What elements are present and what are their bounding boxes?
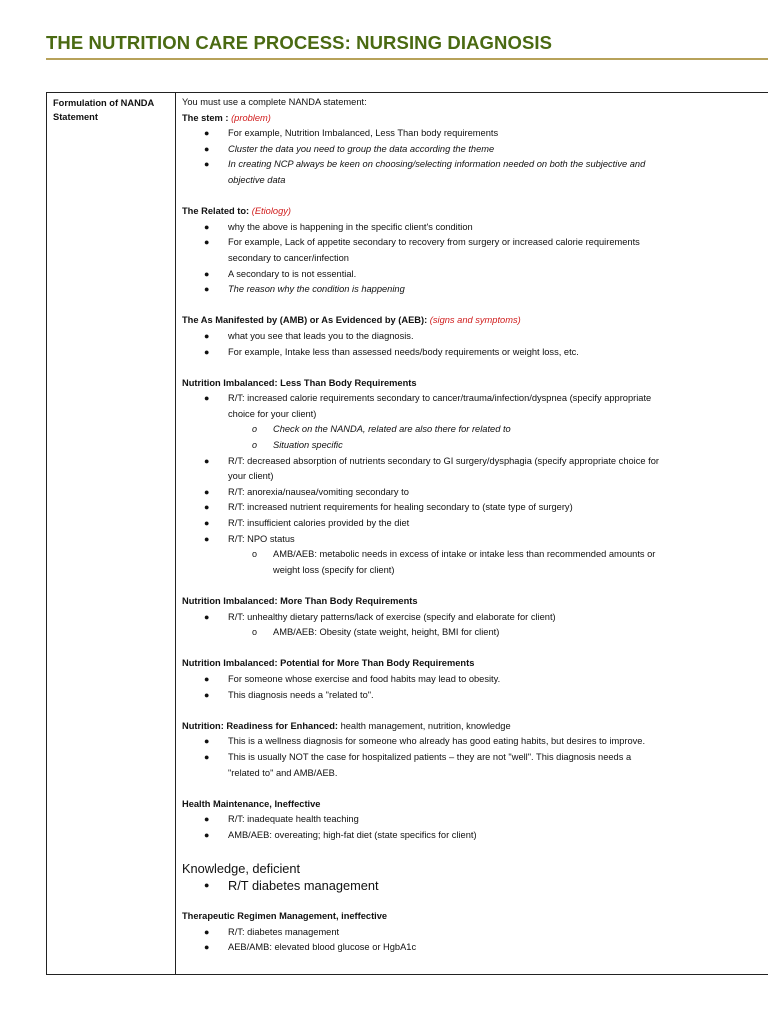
related-list	[182, 220, 762, 298]
bullet-icon: ●	[204, 533, 210, 544]
list-item-text: Check on the NANDA, related are also there for related to	[273, 424, 511, 435]
bullet-icon: ●	[204, 926, 210, 937]
health-list	[182, 812, 762, 843]
therapeutic-list	[182, 925, 762, 956]
list-item	[182, 750, 762, 766]
list-item-text: why the above is happening in the specific client's condition	[228, 221, 473, 232]
list-item	[182, 391, 762, 407]
page-title: THE NUTRITION CARE PROCESS: NURSING DIAGNOSIS	[46, 32, 553, 53]
list-item	[182, 142, 762, 158]
bullet-icon: ●	[204, 128, 210, 139]
less-than-list	[182, 391, 762, 578]
list-item	[182, 734, 762, 750]
row-label-line: Formulation of NANDA	[53, 98, 155, 108]
list-item-text: "related to" and AMB/AEB.	[228, 767, 338, 778]
section-heading-health: Health Maintenance, Ineffective	[182, 798, 321, 809]
list-item-text: For someone whose exercise and food habits may lead to obesity.	[228, 673, 501, 684]
section-heading-readiness	[182, 719, 762, 735]
list-item	[182, 925, 762, 941]
list-item	[182, 877, 762, 894]
list-item	[182, 516, 762, 532]
list-item	[182, 126, 762, 142]
title-divider	[46, 58, 768, 60]
circle-bullet-icon: o	[252, 549, 258, 560]
list-item	[182, 282, 762, 298]
list-item	[182, 688, 762, 704]
list-item	[182, 500, 762, 516]
list-item	[182, 532, 762, 548]
heading-text: Nutrition: Readiness for Enhanced:	[182, 720, 338, 731]
list-item-text: R/T: diabetes management	[228, 926, 340, 937]
list-item-text: AEB/AMB: elevated blood glucose or HgbA1c	[228, 942, 417, 953]
diagnosis-table	[46, 92, 768, 975]
knowledge-list	[182, 877, 762, 894]
list-item-text: Cluster the data you need to group the data according the theme	[228, 143, 495, 154]
bullet-icon: ●	[204, 518, 210, 529]
bullet-icon: ●	[204, 486, 210, 497]
sub-list-item-continuation	[182, 563, 762, 579]
list-item-continuation	[182, 766, 762, 782]
list-item-continuation	[182, 407, 762, 423]
bullet-icon: ●	[204, 346, 210, 357]
heading-text: The stem :	[182, 112, 232, 123]
list-item	[182, 345, 762, 361]
row-label	[53, 96, 171, 124]
heading-tag: (Etiology)	[251, 206, 292, 217]
section-heading-potential: Nutrition Imbalanced: Potential for More Than Body Requirements	[182, 658, 475, 669]
bullet-icon: ●	[204, 455, 210, 466]
readiness-list	[182, 734, 762, 781]
list-item-continuation	[182, 251, 762, 267]
bullet-icon: ●	[204, 751, 210, 762]
list-item	[182, 610, 762, 626]
heading-tag: (signs and symptoms)	[429, 315, 521, 326]
list-item-text: objective data	[228, 174, 286, 185]
bullet-icon: ●	[204, 736, 210, 747]
list-item	[182, 235, 762, 251]
list-item-text: R/T: anorexia/nausea/vomiting secondary to	[228, 486, 409, 497]
sub-list-item	[182, 438, 762, 454]
aeb-list	[182, 329, 762, 360]
bullet-icon: ●	[204, 268, 210, 279]
list-item	[182, 672, 762, 688]
list-item	[182, 220, 762, 236]
list-item-text: AMB/AEB: metabolic needs in excess of intake or intake less than recommended amounts or	[273, 549, 656, 560]
circle-bullet-icon: o	[252, 424, 258, 435]
list-item-continuation	[182, 469, 762, 485]
list-item	[182, 329, 762, 345]
potential-list	[182, 672, 762, 703]
row-content	[182, 95, 762, 956]
list-item-text: For example, Nutrition Imbalanced, Less Than body requirements	[228, 128, 499, 139]
list-item-text: R/T: inadequate health teaching	[228, 814, 359, 825]
list-item-text: Situation specific	[273, 440, 343, 451]
list-item-text: choice for your client)	[228, 408, 317, 419]
list-item-text: AMB/AEB: Obesity (state weight, height, BMI for client)	[273, 627, 500, 638]
list-item-text: The reason why the condition is happening	[228, 284, 405, 295]
list-item-text: secondary to cancer/infection	[228, 252, 349, 263]
list-item	[182, 157, 762, 173]
bullet-icon: ●	[204, 502, 210, 513]
list-item-text: R/T: decreased absorption of nutrients secondary to GI surgery/dysphagia (specify appropriate choice for	[228, 455, 659, 466]
heading-text: The Related to:	[182, 206, 252, 217]
intro-text: You must use a complete NANDA statement:	[182, 97, 367, 107]
stem-list	[182, 126, 762, 188]
list-item-text: This diagnosis needs a "related to".	[228, 689, 374, 700]
list-item-text: A secondary to is not essential.	[228, 268, 357, 279]
heading-text: The As Manifested by (AMB) or As Evidenced by (AEB):	[182, 315, 430, 326]
section-heading-stem	[182, 111, 762, 127]
sub-list-item	[182, 422, 762, 438]
list-item-text: your client)	[228, 471, 274, 482]
list-item-text: For example, Intake less than assessed needs/body requirements or weight loss, etc.	[228, 346, 579, 357]
heading-tag: (problem)	[231, 112, 271, 123]
bullet-icon: ●	[204, 330, 210, 341]
list-item	[182, 267, 762, 283]
bullet-icon: ●	[204, 673, 210, 684]
bullet-icon: ●	[204, 829, 210, 840]
bullet-icon: ●	[204, 237, 210, 248]
list-item-text: R/T diabetes management	[228, 877, 379, 893]
list-item-text: In creating NCP always be keen on choosing/selecting information needed on both the subjective and	[228, 159, 646, 170]
list-item	[182, 485, 762, 501]
section-heading-knowledge: Knowledge, deficient	[182, 860, 301, 876]
bullet-icon: ●	[204, 611, 210, 622]
heading-rest: health management, nutrition, knowledge	[338, 720, 511, 731]
list-item	[182, 454, 762, 470]
circle-bullet-icon: o	[252, 627, 258, 638]
section-heading-related	[182, 204, 762, 220]
list-item-text: R/T: unhealthy dietary patterns/lack of exercise (specify and elaborate for client)	[228, 611, 556, 622]
section-heading-aeb	[182, 313, 762, 329]
list-item-text: R/T: NPO status	[228, 533, 295, 544]
list-item-text: weight loss (specify for client)	[273, 564, 395, 575]
list-item-text: R/T: increased calorie requirements secondary to cancer/trauma/infection/dyspnea (specify appropriate	[228, 393, 652, 404]
list-item	[182, 828, 762, 844]
bullet-icon: ●	[204, 814, 210, 825]
sub-list-item	[182, 625, 762, 641]
list-item-text: For example, Lack of appetite secondary to recovery from surgery or increased calorie requirements	[228, 237, 640, 248]
bullet-icon: ●	[204, 143, 210, 154]
list-item-text: R/T: insufficient calories provided by the diet	[228, 518, 410, 529]
section-heading-therapeutic: Therapeutic Regimen Management, ineffective	[182, 911, 388, 922]
sub-list-item	[182, 547, 762, 563]
bullet-icon: ●	[204, 284, 210, 295]
bullet-icon: ●	[204, 221, 210, 232]
bullet-icon: ●	[204, 393, 210, 404]
circle-bullet-icon: o	[252, 440, 258, 451]
list-item	[182, 940, 762, 956]
section-heading-more-than: Nutrition Imbalanced: More Than Body Requirements	[182, 596, 418, 606]
more-than-list	[182, 610, 762, 641]
list-item-text: This is usually NOT the case for hospitalized patients – they are not "well". This diagnosis needs a	[228, 751, 632, 762]
list-item-text: This is a wellness diagnosis for someone who already has good eating habits, but desires to improve.	[228, 736, 646, 747]
list-item-text: R/T: increased nutrient requirements for healing secondary to (state type of surgery)	[228, 502, 573, 513]
bullet-icon: ●	[204, 159, 210, 170]
row-label-line: Statement	[53, 112, 98, 122]
column-divider	[175, 93, 176, 974]
bullet-icon: ●	[204, 879, 210, 890]
section-heading-less-than: Nutrition Imbalanced: Less Than Body Requirements	[182, 377, 417, 388]
list-item-text: what you see that leads you to the diagnosis.	[228, 330, 414, 341]
bullet-icon: ●	[204, 689, 210, 700]
list-item-continuation	[182, 173, 762, 189]
list-item-text: AMB/AEB: overeating; high-fat diet (state specifics for client)	[228, 829, 477, 840]
list-item	[182, 812, 762, 828]
bullet-icon: ●	[204, 942, 210, 953]
